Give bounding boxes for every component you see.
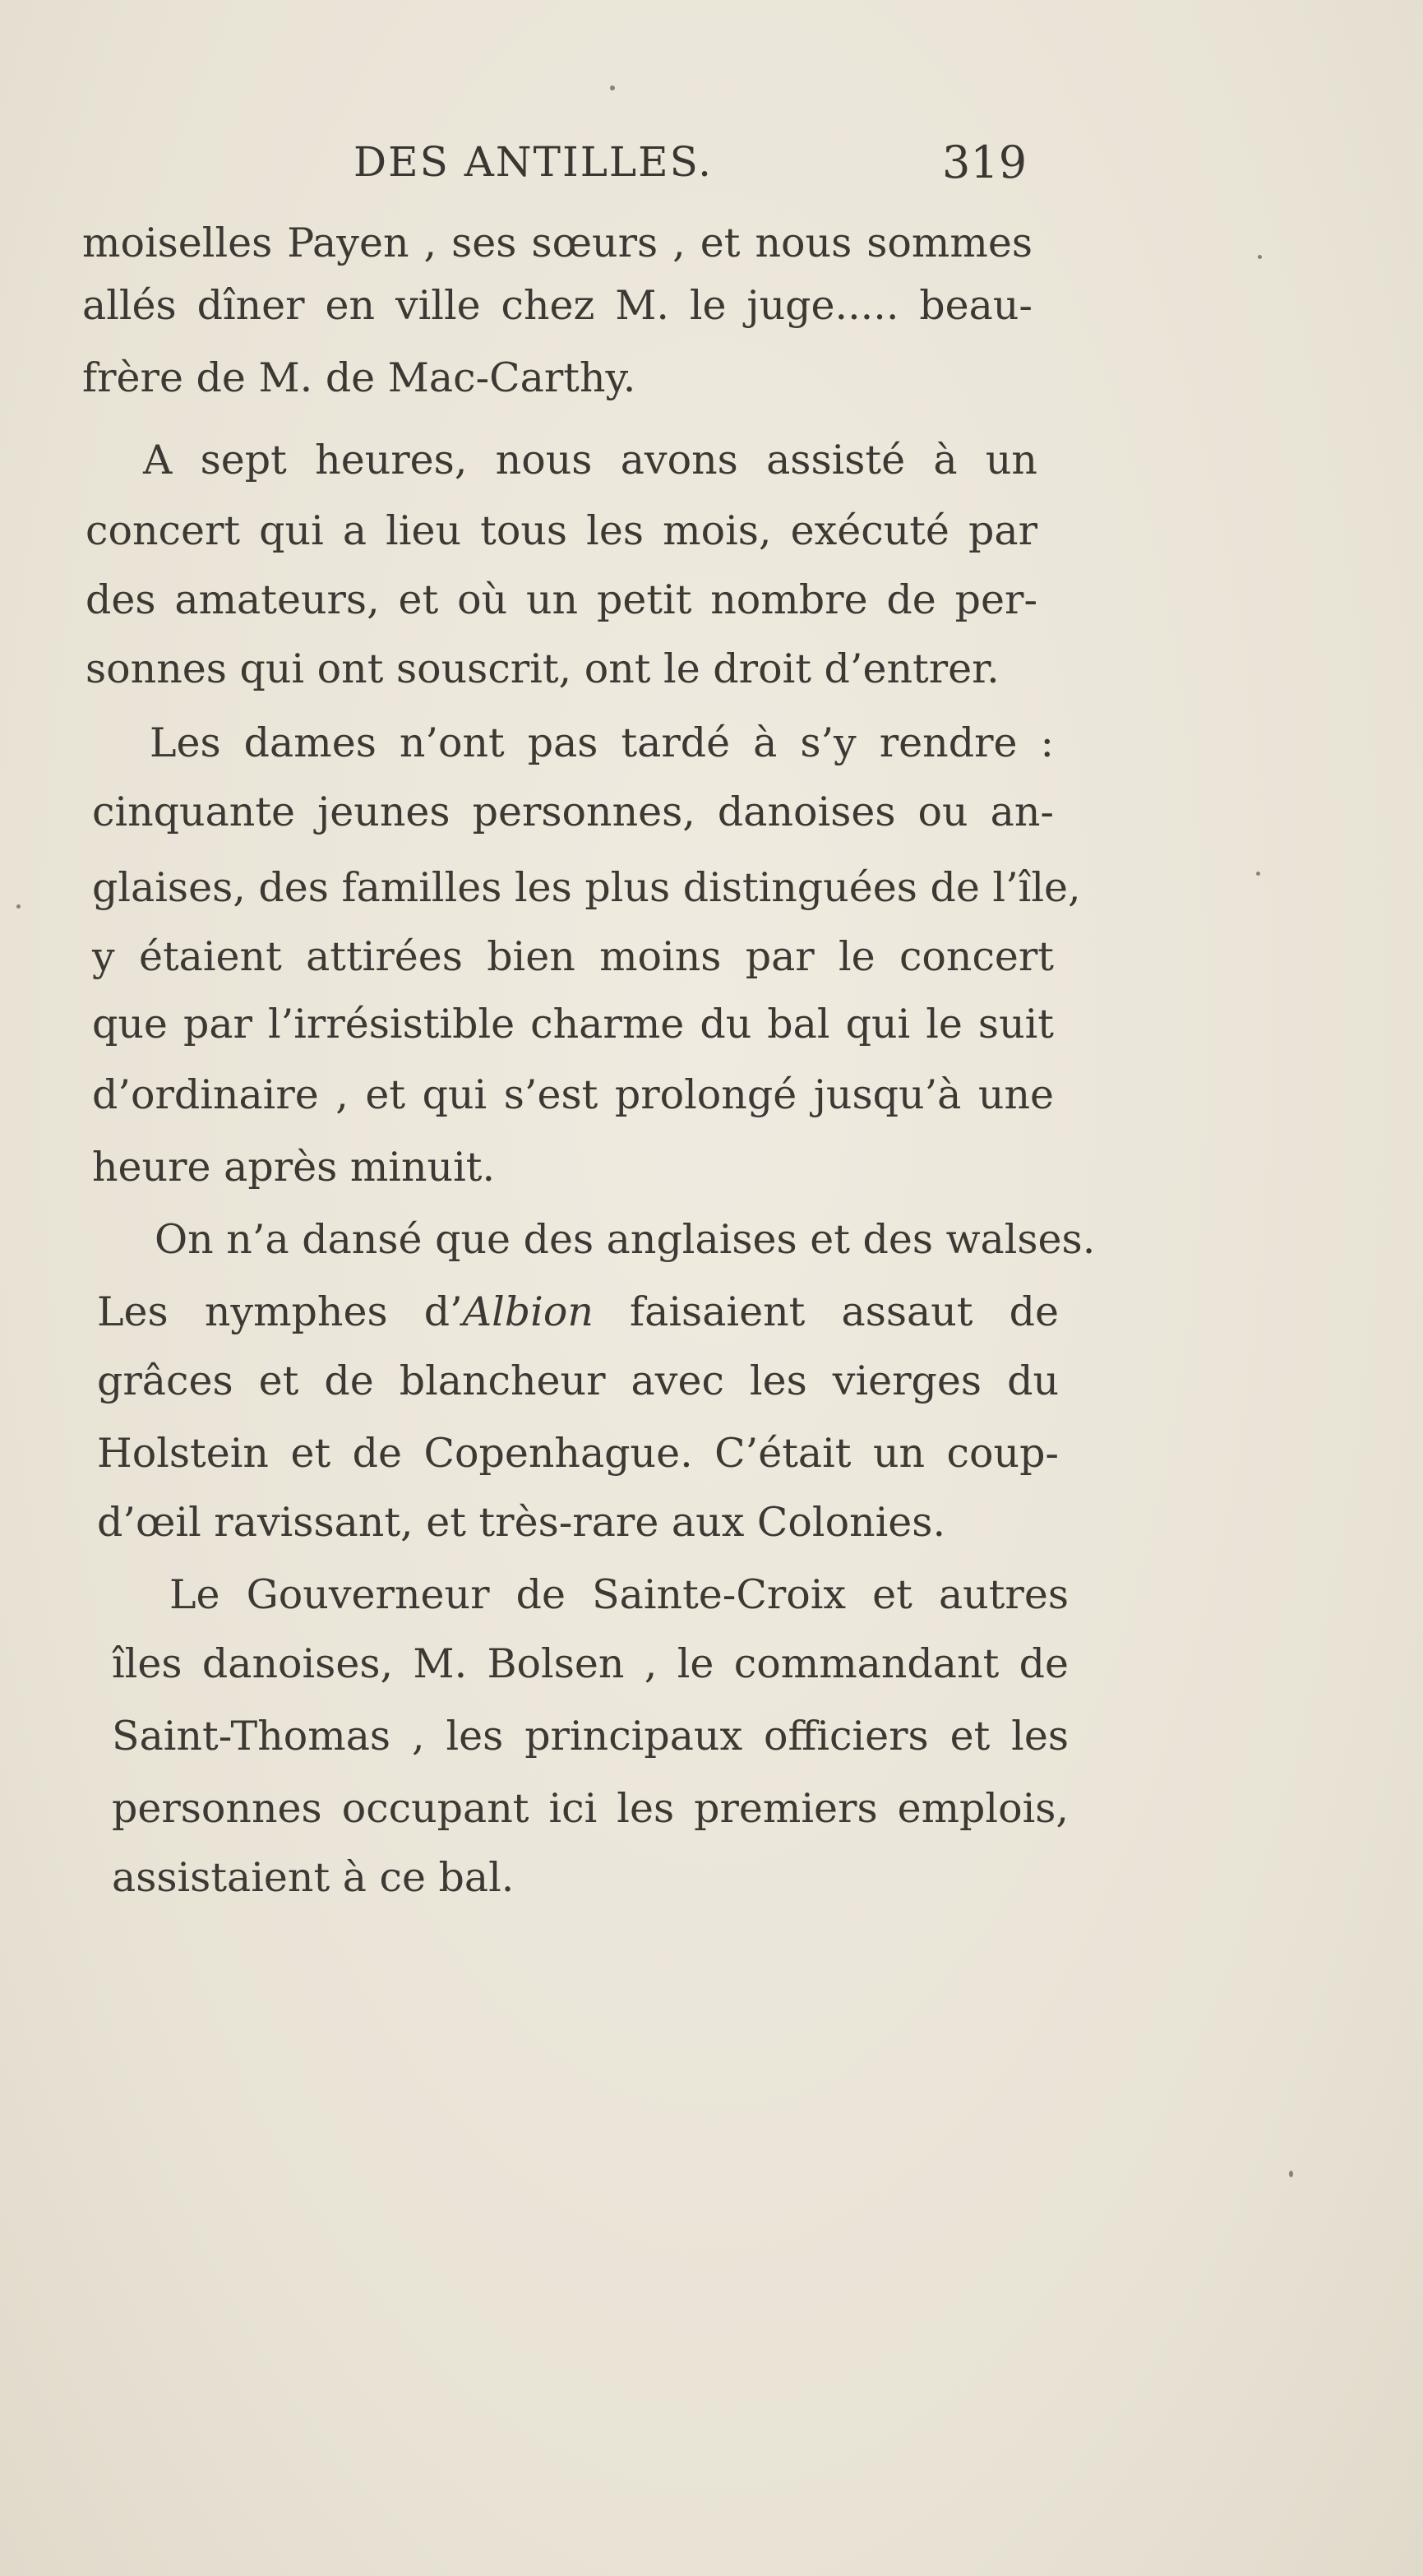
text-line xyxy=(92,924,1054,990)
line-text: Holstein et de Copenhague. C’était un coup- xyxy=(97,1430,1059,1477)
text-line xyxy=(97,1421,1059,1487)
line-text: îles danoises, M. Bolsen , le commandant de xyxy=(112,1640,1069,1687)
line-text: cinquante jeunes personnes, danoises ou an- xyxy=(92,789,1054,835)
text-line xyxy=(85,567,1037,633)
line-text: grâces et de blancheur avec les vierges du xyxy=(97,1357,1059,1404)
text-line xyxy=(82,345,1033,411)
line-text: glaises, des familles les plus distinguées de l’île, xyxy=(92,864,1081,911)
text-line xyxy=(92,855,1081,921)
text-line xyxy=(112,1704,1069,1769)
line-text: allés dîner en ville chez M. le juge..... beau- xyxy=(82,282,1033,329)
text-line xyxy=(92,1062,1054,1128)
line-text: d’ordinaire , et qui s’est prolongé jusqu’à une xyxy=(92,1071,1054,1118)
line-text: sonnes qui ont souscrit, ont le droit d’entrer. xyxy=(85,645,1000,692)
line-text: que par l’irrésistible charme du bal qui le suit xyxy=(92,1001,1054,1048)
text-line xyxy=(82,273,1033,339)
text-line xyxy=(112,1776,1069,1842)
line-text: On n’a dansé que des anglaises et des walses. xyxy=(155,1216,1096,1263)
text-line xyxy=(112,1631,1069,1697)
text-line xyxy=(169,1562,1069,1628)
text-line xyxy=(92,779,1054,845)
running-header-title: DES ANTILLES. xyxy=(353,138,713,186)
text-line xyxy=(97,1279,1059,1345)
text-line xyxy=(150,710,1054,776)
line-text: Le Gouverneur de Sainte-Croix et autres xyxy=(169,1571,1069,1618)
line-text: Les nymphes d’ xyxy=(97,1288,463,1335)
paper-speck xyxy=(1256,872,1260,876)
line-text: concert qui a lieu tous les mois, exécuté par xyxy=(85,507,1037,554)
line-text: d’œil ravissant, et très-rare aux Colonies. xyxy=(97,1499,946,1546)
line-text: des amateurs, et où un petit nombre de per- xyxy=(85,576,1037,623)
line-text: assistaient à ce bal. xyxy=(112,1854,515,1901)
page-number: 319 xyxy=(942,136,1028,188)
paper-speck xyxy=(16,904,21,909)
line-text: heure après minuit. xyxy=(92,1144,496,1191)
text-line xyxy=(97,1348,1059,1414)
line-text: A sept heures, nous avons assisté à un xyxy=(143,437,1037,483)
line-text: Saint-Thomas , les principaux officiers et les xyxy=(112,1713,1069,1760)
line-text: Les dames n’ont pas tardé à s’y rendre : xyxy=(150,719,1054,766)
paper-speck xyxy=(610,86,615,90)
line-text: personnes occupant ici les premiers emplois, xyxy=(112,1785,1069,1832)
text-line xyxy=(82,210,1033,276)
paper-speck xyxy=(1258,255,1262,259)
text-line xyxy=(143,428,1037,493)
text-line xyxy=(85,636,1037,702)
text-line xyxy=(92,1135,1054,1200)
text-line xyxy=(155,1207,1096,1273)
line-text: y étaient attirées bien moins par le concert xyxy=(92,933,1054,980)
line-text: moiselles Payen , ses sœurs , et nous sommes xyxy=(82,220,1033,266)
paper-speck xyxy=(1289,2171,1293,2177)
line-text: faisaient assaut de xyxy=(593,1288,1059,1335)
italic-text: Albion xyxy=(462,1288,594,1335)
line-text: frère de M. de Mac-Carthy. xyxy=(82,354,636,401)
text-line xyxy=(112,1845,1069,1911)
text-line xyxy=(85,498,1037,564)
text-line xyxy=(97,1490,1059,1556)
text-line xyxy=(92,992,1054,1057)
